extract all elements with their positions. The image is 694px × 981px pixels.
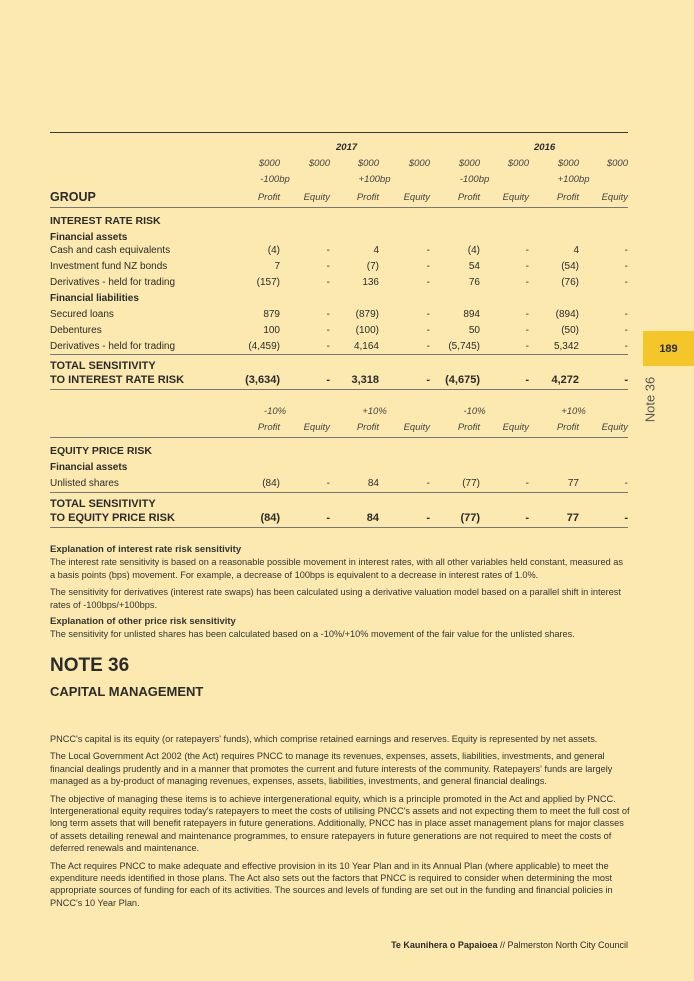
table-row bbox=[50, 243, 628, 259]
explain-heading-2: Explanation of other price risk sensitivity bbox=[50, 616, 236, 628]
t2-col-header-1: Equity bbox=[303, 422, 330, 433]
t2-col-header-3: Equity bbox=[403, 422, 430, 433]
asset-cell-0: 7 bbox=[274, 261, 280, 272]
asset-cell-7: - bbox=[624, 277, 628, 288]
t2-total-label-1: TOTAL SENSITIVITY bbox=[50, 498, 156, 510]
explain-p2: The sensitivity for derivatives (interest rate swaps) has been calculated using a derivative valuation model based on a parallel shift in interest rates of -100bps/+100bps. bbox=[50, 587, 621, 610]
asset-cell-3: - bbox=[426, 261, 430, 272]
group-header-row bbox=[50, 190, 628, 206]
liability-cell-4: 894 bbox=[463, 309, 480, 320]
liability-cell-0: (4,459) bbox=[248, 341, 280, 352]
t2-total-label-2: TO EQUITY PRICE RISK bbox=[50, 512, 175, 524]
total-cell-4: (4,675) bbox=[445, 374, 480, 386]
liability-cell-1: - bbox=[326, 341, 330, 352]
unit-6: $000 bbox=[557, 158, 579, 169]
equity-cell-4: (77) bbox=[462, 478, 480, 489]
total-cell-7: - bbox=[624, 374, 628, 386]
table-row bbox=[50, 323, 628, 339]
liability-cell-7: - bbox=[624, 341, 628, 352]
liability-cell-4: (5,745) bbox=[448, 341, 480, 352]
total-cell-3: - bbox=[426, 374, 430, 386]
asset-cell-7: - bbox=[624, 245, 628, 256]
note-subtitle: CAPITAL MANAGEMENT bbox=[50, 684, 204, 699]
total-cell-1: - bbox=[326, 374, 330, 386]
t2-header-rule bbox=[50, 437, 628, 438]
t2-col-header-6: Profit bbox=[556, 422, 579, 433]
asset-cell-0: (157) bbox=[256, 277, 280, 288]
col-header-5: Equity bbox=[502, 192, 529, 203]
liability-cell-6: 5,342 bbox=[553, 341, 579, 352]
explain-p3: The sensitivity for unlisted shares has been calculated based on a -10%/+10% movement of the fair value for the unlisted shares. bbox=[50, 629, 575, 640]
liability-cell-3: - bbox=[426, 325, 430, 336]
col-header-3: Equity bbox=[403, 192, 430, 203]
section-title: INTEREST RATE RISK bbox=[50, 215, 161, 227]
note-para-2: The Local Government Act 2002 (the Act) requires PNCC to manage its revenues, expenses, assets, liabilities, investments, and general financial dealings prudently and in a manner that promotes the current and future interests of the community. Ratepayers' funds are largely managed as a by-product of managing revenues, expenses, assets, liabilities, investments, and general financial dealings. bbox=[50, 751, 613, 787]
bp-3: +100bp bbox=[557, 174, 590, 185]
bp-2: -100bp bbox=[459, 174, 490, 185]
liability-cell-6: (50) bbox=[561, 325, 579, 336]
liability-cell-3: - bbox=[426, 309, 430, 320]
asset-cell-7: - bbox=[624, 261, 628, 272]
total-label-2: TO INTEREST RATE RISK bbox=[50, 374, 185, 386]
equity-price-section bbox=[50, 443, 628, 492]
t2-col-header-5: Equity bbox=[502, 422, 529, 433]
asset-cell-1: - bbox=[326, 261, 330, 272]
total-interest-row bbox=[50, 358, 628, 388]
unit-3: $000 bbox=[408, 158, 430, 169]
col-header-6: Profit bbox=[556, 192, 579, 203]
asset-cell-3: - bbox=[426, 245, 430, 256]
liability-cell-7: - bbox=[624, 309, 628, 320]
equity-cell-6: 77 bbox=[567, 478, 579, 489]
t2-total-cell-1: - bbox=[326, 512, 330, 524]
liability-cell-2: (879) bbox=[355, 309, 379, 320]
col-header-0: Profit bbox=[257, 192, 280, 203]
liability-cell-0: 100 bbox=[263, 325, 280, 336]
explain-p1: The interest rate sensitivity is based on a reasonable possible movement in interest rates, with all other variables held constant, measured as a basis points (bps) movement. For example, a decrease of 100bps is equivalent to a decrease in interest rates of 1.0%. bbox=[50, 557, 623, 580]
asset-label: Cash and cash equivalents bbox=[50, 245, 171, 256]
fin-liabilities-label: Financial liabilities bbox=[50, 293, 139, 304]
total-cell-0: (3,634) bbox=[245, 374, 280, 386]
t2-total-rule-top bbox=[50, 492, 628, 493]
t2-total-cell-6: 77 bbox=[566, 512, 579, 524]
fin-assets-label-2: Financial assets bbox=[50, 462, 128, 473]
pct-header-row bbox=[50, 404, 628, 420]
asset-cell-4: (4) bbox=[467, 245, 480, 256]
t2-col-header-row bbox=[50, 420, 628, 436]
unit-1: $000 bbox=[308, 158, 330, 169]
asset-cell-3: - bbox=[426, 277, 430, 288]
liability-cell-5: - bbox=[525, 325, 529, 336]
table-row bbox=[50, 476, 628, 492]
liability-cell-0: 879 bbox=[263, 309, 280, 320]
asset-cell-5: - bbox=[525, 245, 529, 256]
pct-0: -10% bbox=[263, 406, 287, 417]
total-label-1: TOTAL SENSITIVITY bbox=[50, 360, 156, 372]
col-header-2: Profit bbox=[356, 192, 379, 203]
bp-0: -100bp bbox=[260, 174, 290, 185]
asset-cell-1: - bbox=[326, 245, 330, 256]
t2-total-rule-bottom bbox=[50, 527, 628, 528]
footer bbox=[391, 940, 628, 950]
page-number-tab: 189 bbox=[643, 331, 694, 366]
footer-bold: Te Kaunihera o Papaioea bbox=[391, 940, 498, 950]
asset-cell-6: (76) bbox=[561, 277, 579, 288]
t2-col-header-4: Profit bbox=[457, 422, 480, 433]
total-equity-row bbox=[50, 496, 628, 526]
equity-cell-3: - bbox=[426, 478, 430, 489]
liability-cell-5: - bbox=[525, 341, 529, 352]
note-title: NOTE 36 bbox=[50, 655, 130, 676]
pct-3: +10% bbox=[561, 406, 586, 417]
side-note-label: Note 36 bbox=[642, 376, 658, 423]
asset-cell-0: (4) bbox=[267, 245, 280, 256]
t2-total-cell-4: (77) bbox=[460, 512, 480, 524]
asset-cell-2: 4 bbox=[373, 245, 379, 256]
group-label: GROUP bbox=[50, 190, 96, 204]
liability-cell-2: 4,164 bbox=[353, 341, 379, 352]
equity-label: Unlisted shares bbox=[50, 478, 119, 489]
asset-cell-4: 54 bbox=[468, 261, 480, 272]
explanation-block bbox=[50, 544, 630, 646]
table-row bbox=[50, 259, 628, 275]
year-2016: 2016 bbox=[534, 142, 556, 153]
bp-header-row bbox=[50, 172, 628, 188]
total-cell-5: - bbox=[525, 374, 529, 386]
liability-cell-7: - bbox=[624, 325, 628, 336]
total-cell-2: 3,318 bbox=[351, 374, 379, 386]
total-rule-top bbox=[50, 354, 628, 355]
col-header-1: Equity bbox=[303, 192, 330, 203]
asset-label: Investment fund NZ bonds bbox=[50, 261, 168, 272]
asset-cell-5: - bbox=[525, 261, 529, 272]
note-body bbox=[50, 733, 630, 914]
t2-col-header-2: Profit bbox=[356, 422, 379, 433]
liability-cell-3: - bbox=[426, 341, 430, 352]
unit-5: $000 bbox=[507, 158, 529, 169]
t2-total-cell-0: (84) bbox=[260, 512, 280, 524]
asset-cell-6: 4 bbox=[573, 245, 579, 256]
t2-col-header-0: Profit bbox=[257, 422, 280, 433]
interest-rate-section bbox=[50, 213, 628, 355]
equity-cell-2: 84 bbox=[367, 478, 379, 489]
pct-2: -10% bbox=[463, 406, 486, 417]
liability-cell-1: - bbox=[326, 309, 330, 320]
asset-cell-2: 136 bbox=[362, 277, 379, 288]
equity-cell-7: - bbox=[624, 478, 628, 489]
liability-label: Secured loans bbox=[50, 309, 114, 320]
t2-col-header-7: Equity bbox=[601, 422, 628, 433]
table-top-rule bbox=[50, 132, 628, 133]
asset-cell-6: (54) bbox=[561, 261, 579, 272]
liability-cell-5: - bbox=[525, 309, 529, 320]
unit-2: $000 bbox=[357, 158, 379, 169]
asset-cell-4: 76 bbox=[468, 277, 480, 288]
t2-total-cell-7: - bbox=[624, 512, 628, 524]
equity-cell-5: - bbox=[525, 478, 529, 489]
liability-cell-1: - bbox=[326, 325, 330, 336]
footer-rest: // Palmerston North City Council bbox=[497, 940, 628, 950]
asset-cell-2: (7) bbox=[366, 261, 379, 272]
total-cell-6: 4,272 bbox=[551, 374, 579, 386]
t2-total-cell-2: 84 bbox=[366, 512, 379, 524]
equity-cell-1: - bbox=[326, 478, 330, 489]
units-header-row bbox=[50, 156, 628, 172]
col-header-7: Equity bbox=[601, 192, 628, 203]
note-para-1: PNCC's capital is its equity (or ratepayers' funds), which comprise retained earnings and reserves. Equity is represented by net assets. bbox=[50, 734, 598, 744]
total-rule-bottom bbox=[50, 389, 628, 390]
section2-title: EQUITY PRICE RISK bbox=[50, 445, 152, 457]
equity-cell-0: (84) bbox=[262, 478, 280, 489]
table-row bbox=[50, 339, 628, 355]
table-row bbox=[50, 275, 628, 291]
table-row bbox=[50, 307, 628, 323]
t2-total-cell-5: - bbox=[525, 512, 529, 524]
asset-cell-5: - bbox=[525, 277, 529, 288]
asset-cell-1: - bbox=[326, 277, 330, 288]
t2-total-cell-3: - bbox=[426, 512, 430, 524]
year-2017: 2017 bbox=[336, 142, 358, 153]
bp-1: +100bp bbox=[358, 174, 391, 185]
explain-heading-1: Explanation of interest rate risk sensitivity bbox=[50, 544, 242, 555]
liability-cell-4: 50 bbox=[468, 325, 480, 336]
header-rule bbox=[50, 207, 628, 208]
unit-4: $000 bbox=[458, 158, 480, 169]
col-header-4: Profit bbox=[457, 192, 480, 203]
unit-0: $000 bbox=[258, 158, 280, 169]
liability-cell-2: (100) bbox=[355, 325, 379, 336]
liability-cell-6: (894) bbox=[555, 309, 579, 320]
asset-label: Derivatives - held for trading bbox=[50, 277, 176, 288]
liability-label: Derivatives - held for trading bbox=[50, 341, 176, 352]
pct-1: +10% bbox=[362, 406, 387, 417]
note-para-3: The objective of managing these items is to achieve intergenerational equity, which is a principle promoted in the Act and applied by PNCC. Intergenerational equity requires today's ratepayers to meet the costs of utilising PNCC's assets and not expecting them to meet the full cost of long term assets that will benefit ratepayers in future generations. Additionally, PNCC has in place asset management plans for major classes of assets detailing renewal and maintenance programmes, to ensure ratepayers in future generations are not required to meet the costs of deferred renewals and maintenance. bbox=[50, 793, 630, 854]
fin-assets-label: Financial assets bbox=[50, 232, 128, 243]
note-para-4: The Act requires PNCC to make adequate and effective provision in its 10 Year Plan and in its Annual Plan (where applicable) to meet the expenditure needs identified in those plans. The Act also sets out the factors that PNCC is required to consider when determining the most appropriate sources of funding for each of its activities. The sources and levels of funding are set out in the funding and financial policies in PNCC's 10 Year Plan. bbox=[50, 860, 613, 908]
liability-label: Debentures bbox=[50, 325, 102, 336]
unit-7: $000 bbox=[606, 158, 628, 169]
